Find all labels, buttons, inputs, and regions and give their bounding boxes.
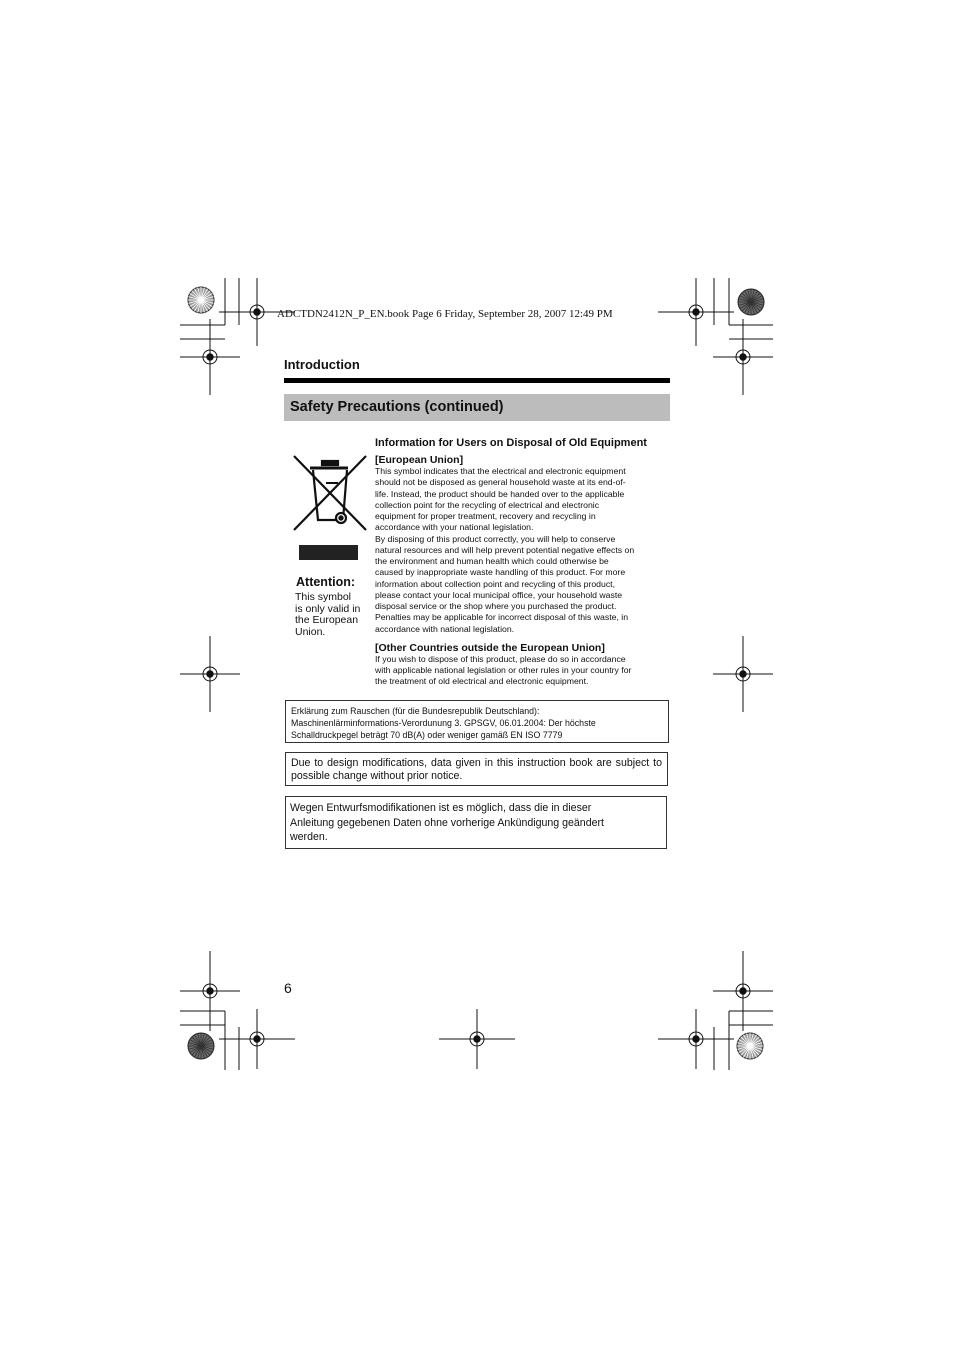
eu-line: information about collection point and recycling of this product, (375, 578, 616, 589)
other-line: the treatment of old electrical and electronic equipment. (375, 676, 589, 687)
other-line: If you wish to dispose of this product, please do so in accordance (375, 653, 626, 664)
color-target-icon (737, 1033, 763, 1059)
eu-heading: [European Union] (375, 454, 464, 466)
header-rule (284, 378, 670, 383)
registration-mark-icon (658, 1009, 734, 1069)
eu-text (375, 466, 667, 635)
registration-mark-icon (658, 278, 734, 346)
disposal-info (375, 437, 667, 688)
design-notice-de-line: Wegen Entwurfsmodifikationen ist es möglich, dass die in dieser (290, 802, 592, 814)
eu-line: equipment for proper treatment, recovery and recycling in (375, 511, 596, 521)
section-label: Introduction (284, 357, 360, 372)
eu-line: accordance with your national legislation. (375, 522, 534, 533)
attention-line: is only valid in (295, 602, 361, 615)
color-target-icon (188, 1033, 214, 1059)
attention-line: Union. (295, 625, 326, 638)
registration-mark-icon (713, 319, 773, 395)
design-notice-de-line: Anleitung gegebenen Daten ohne vorherige Ankündigung geändert (290, 816, 604, 829)
attention-line: This symbol (295, 591, 352, 603)
registration-mark-icon (180, 319, 240, 395)
eu-line: caused by inappropriate waste handling of this product. For more (375, 567, 626, 578)
eu-line: Penalties may be applicable for incorrect disposal of this waste, in (375, 612, 629, 623)
registration-mark-icon (439, 1009, 515, 1069)
eu-line: collection point for the recycling of electrical and electronic (375, 499, 600, 510)
design-notice-en-box (285, 752, 668, 786)
eu-line: accordance with national legislation. (375, 623, 515, 634)
noise-declaration-box (285, 700, 669, 743)
eu-line: disposal service or the shop where you purchased the product. (375, 601, 617, 611)
noise-line: Maschinenlärminformations-Verordunung 3. GPSGV, 06.01.2004: Der höchste (291, 718, 596, 728)
eu-line: should not be disposed as general household waste at its end-of- (375, 477, 626, 488)
eu-line: please contact your local municipal office, your household waste (375, 589, 623, 600)
registration-mark-icon (219, 1009, 295, 1069)
attention-line: the European (295, 614, 359, 627)
eu-line: the environment and human health which could otherwise be (375, 556, 609, 566)
other-countries-heading: [Other Countries outside the European Union] (375, 641, 605, 654)
design-notice-de-box (285, 796, 667, 849)
registration-mark-icon (180, 636, 240, 712)
eu-line: By disposing of this product correctly, you will help to conserve (375, 533, 616, 544)
eu-line: life. Instead, the product should be handed over to the applicable (375, 488, 625, 499)
crossed-out-wheelie-bin-icon (291, 452, 369, 534)
attention-note (295, 592, 367, 638)
symbol-underline-bar (299, 545, 358, 560)
noise-line: Erklärung zum Rauschen (für die Bundesrepublik Deutschland): (291, 706, 540, 716)
other-line: with applicable national legislation or other rules in your country for (375, 665, 632, 675)
other-countries-text (375, 654, 667, 688)
registration-mark-icon (180, 951, 240, 1031)
noise-line: Schalldruckpegel beträgt 70 dB(A) oder weniger gamäß EN ISO 7779 (291, 730, 563, 740)
page-title: Safety Precautions (continued) (290, 399, 504, 415)
color-target-icon (738, 289, 764, 315)
disposal-heading: Information for Users on Disposal of Old Equipment (375, 437, 647, 449)
title-bar (284, 394, 670, 421)
design-notice-en-text: Due to design modifications, data given in this instruction book are subject to possible change without prior notice. (291, 757, 662, 782)
attention-heading: Attention: (296, 575, 356, 589)
color-target-icon (188, 287, 214, 313)
book-header: ADCTDN2412N_P_EN.book Page 6 Friday, September 28, 2007 12:49 PM (277, 308, 613, 320)
design-notice-de-line: werden. (290, 831, 328, 843)
eu-line: natural resources and will help prevent potential negative effects on (375, 544, 635, 555)
registration-mark-icon (713, 636, 773, 712)
registration-mark-icon (713, 951, 773, 1031)
page-number: 6 (284, 980, 292, 996)
eu-line: This symbol indicates that the electrical and electronic equipment (375, 466, 626, 476)
